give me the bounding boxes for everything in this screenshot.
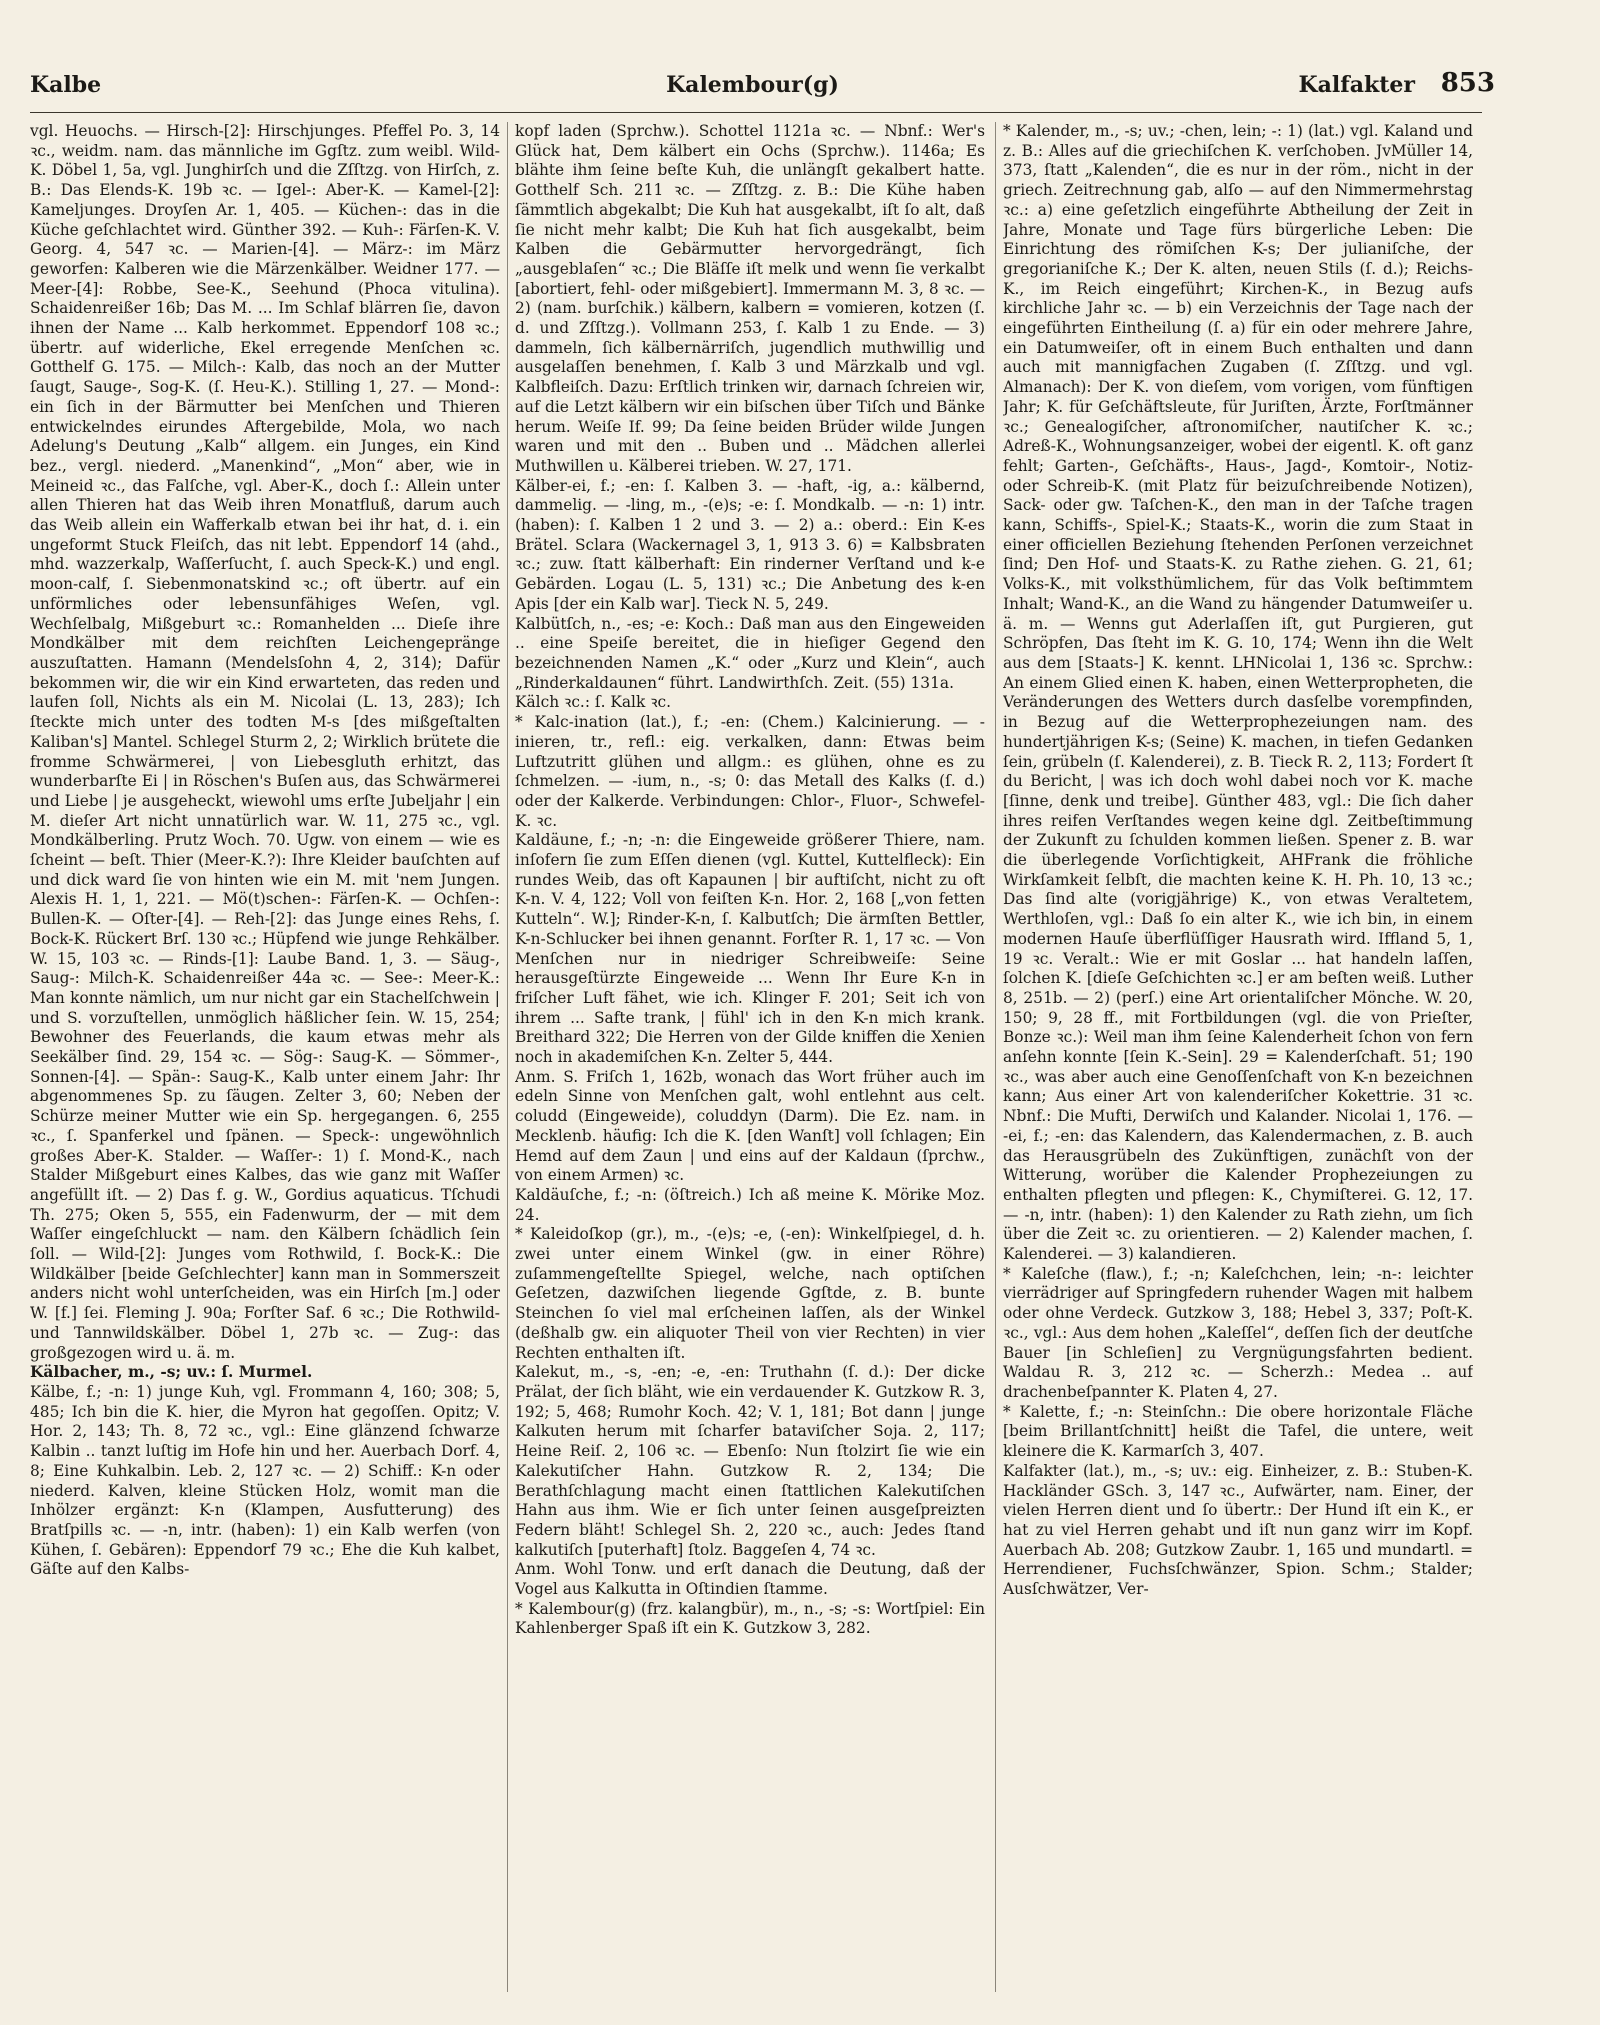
entry-paragraph: * Kaleſche (flaw.), f.; -n; Kaleſchchen, lein; -n-: leichter vierrädriger auf Springfedern ruhender Wagen mit halbem oder ohne Verdeck. Gutzkow 3, 188; Hebel 3, 337; Poſt-K. ꝛc., vgl.: Aus dem hohen „Kaleſſel“, deſſen ſich der deutſche Bauer [in Schleſien] zu Vergnügungsfahrten bedient. Waldau R. 3, 212 ꝛc. — Scherzh.: Medea .. auf drachenbeſpannter K. Platen 4, 27. [1003,1264,1473,1401]
text-column-1 [30,122,500,1992]
header-last-entry: Kalfakter [1298,72,1415,98]
header-rule [30,112,1482,113]
entry-paragraph: * Kalette, f.; -n: Steinſchn.: Die obere horizontale Fläche [beim Brillantſchnitt] heißt die Tafel, die untere, weit kleinere die K. Karmarſch 3, 407. [1003,1402,1473,1461]
entry-paragraph: * Kaleidoſkop (gr.), m., -(e)s; -e, (-en): Winkelſpiegel, d. h. zwei unter einem Winkel (gw. in einer Röhre) zuſammengeſtellte Spiegel, welche, nach optiſchen Geſetzen, dazwiſchen liegende Ggſtde, z. B. bunte Steinchen ſo viel mal erſcheinen laſſen, als der Winkel (deßhalb gw. ein aliquoter Theil von vier Rechten) in vier Rechten enthalten iſt. [515,1225,985,1362]
entry-paragraph: * Kalc-ination (lat.), f.; -en: (Chem.) Kalcinierung. — -inieren, tr., refl.: eig. verkalken, dann: Etwas beim Luftzutritt glühen und allgm.: es glühen, ohne es zu ſchmelzen. — -ium, n., -s; 0: das Metall des Kalks (ſ. d.) oder der Kalkerde. Verbindungen: Chlor-, Fluor-, Schwefel-K. ꝛc. [515,713,985,830]
entry-paragraph: vgl. Heuochs. — Hirsch-[2]: Hirschjunges. Pfeffel Po. 3, 14 ꝛc., weidm. nam. das männliche im Ggſtz. zum weibl. Wild-K. Döbel 1, 5a, vgl. Junghirſch und die Zſſtzg. von Hirſch, z. B.: Das Elends-K. 19b ꝛc. — Igel-: Aber-K. — Kamel-[2]: Kameljunges. Droyſen Ar. 1, 405. — Küchen-: das in die Küche geſchlachtet wird. Günther 392. — Kuh-: Färſen-K. V. Georg. 4, 547 ꝛc. — Marien-[4]. — März-: im März geworfen: Kalberen wie die Märzenkälber. Weidner 177. — Meer-[4]: Robbe, See-K., Seehund (Phoca vitulina). Schaidenreißer 16b; Das M. ... Im Schlaf blärren ſie, davon ihnen der Name ... Kalb herkommet. Eppendorf 108 ꝛc.; übertr. auf widerliche, Ekel erregende Menſchen ꝛc. Gotthelf G. 175. — Milch-: Kalb, das noch an der Mutter ſaugt, Sauge-, Sog-K. (ſ. Heu-K.). Stilling 1, 27. — Mond-: ein ſich in der Bärmutter bei Menſchen und Thieren entwickelndes eirundes Aftergebilde, Mola, wo nach Adelung's Deutung „Kalb“ allgem. ein Junges, ein Kind bez., vergl. niederd. „Manenkind“, „Mon“ aber, wie in Meineid ꝛc., das Falſche, vgl. Aber-K., doch ſ.: Allein unter allen Thieren hat das Weib ihren Monatfluß, darum auch das Weib allein ein Wafferkalb etwan bei ihr hat, d. i. ein ungeformt Stuck Fleiſch, das nit lebt. Eppendorf 14 (ahd., mhd. wazzerkalp, Waſſerſucht, ſ. auch Speck-K.) und engl. moon-calf, ſ. Siebenmonatskind ꝛc.; oft übertr. auf ein unförmliches oder lebensunfähiges Weſen, vgl. Wechſelbalg, Mißgeburt ꝛc.: Romanhelden ... Dieſe ihre Mondkälber mit dem reichſten Leichengepränge auszuſtatten. Hamann (Mendelsſohn 4, 2, 314); Dafür bekommen wir, die wir ein Kind erwarteten, das reden und laufen ſoll, Nichts als ein M. Nicolai (L. 13, 283); Ich ſteckte mich unter des todten M-s [des mißgeſtalten Kaliban's] Mantel. Schlegel Sturm 2, 2; Wirklich brütete die fromme Schwärmerei, | von Liebesgluth erhitzt, das wunderbarſte Ei | in Röschen's Buſen aus, das Schwärmerei und Liebe | je ausgeheckt, wiewohl ums erſte Jubeljahr | ein M. dieſer Art nicht unnatürlich war. W. 11, 275 ꝛc., vgl. Mondkälberling. Prutz Woch. 70. Ugw. von einem — wie es ſcheint — beſt. Thier (Meer-K.?): Ihre Kleider bauſchten auf und dick ward ſie von hinten wie ein M. mit 'nem Jungen. Alexis H. 1, 1, 221. — Mö(t)schen-: Färſen-K. — Ochſen-: Bullen-K. — Oſter-[4]. — Reh-[2]: das Junge eines Rehs, ſ. Bock-K. Rückert Brſ. 130 ꝛc.; Hüpfend wie junge Rehkälber. W. 15, 103 ꝛc. — Rinds-[1]: Laube Band. 1, 3. — Säug-, Saug-: Milch-K. Schaidenreißer 44a ꝛc. — See-: Meer-K.: Man konnte nämlich, um nur nicht gar ein Stachelſchwein | und S. vorzuſtellen, unmöglich häßlicher ſein. W. 15, 254; Bewohner des Feuerlands, die kaum etwas mehr als Seekälber ſind. 29, 154 ꝛc. — Sög-: Saug-K. — Sömmer-, Sonnen-[4]. — Spän-: Saug-K., Kalb unter einem Jahr: Ihr abgenommenes Sp. zu ſäugen. Zelter 3, 60; Neben der Schürze meiner Mutter wie ein Sp. hergegangen. 6, 255 ꝛc., ſ. Spanferkel und ſpänen. — Speck-: ungewöhnlich großes Aber-K. Stalder. — Waſſer-: 1) ſ. Mond-K., nach Stalder Mißgeburt eines Kalbes, das wie ganz mit Waſſer angefüllt iſt. — 2) Das f. g. W., Gordius aquaticus. Tſchudi Th. 275; Oken 5, 555, ein Fadenwurm, der — mit dem Waſſer eingeſchluckt — nam. den Kälbern ſchädlich ſein ſoll. — Wild-[2]: Junges vom Rothwild, ſ. Bock-K.: Die Wildkälber [beide Geſchlechter] kann man in Sommerszeit anders nicht wohl unterſcheiden, was ein Hirſch [m.] oder W. [f.] ſei. Fleming J. 90a; Forſter Saf. 6 ꝛc.; Die Rothwild- und Tannwildskälber. Döbel 1, 27b ꝛc. — Zug-: das großgezogen wird u. ä. m. [30,122,500,1362]
header-first-entry: Kalbe [30,72,102,98]
entry-paragraph: Anm. S. Friſch 1, 162b, wonach das Wort früher auch im edeln Sinne von Menſchen galt, wohl entlehnt aus celt. coludd (Eingeweide), coluddyn (Darm). Die Ez. nam. in Mecklenb. häufig: Ich die K. [den Wanſt] voll ſchlagen; Ein Hemd auf dem Zaun | und eins auf der Kaldaun (ſprchw., von einem Armen) ꝛc. [515,1067,985,1185]
entry-paragraph: kopf laden (Sprchw.). Schottel 1121a ꝛc. — Nbnf.: Wer's Glück hat, Dem kälbert ein Ochs (Sprchw.). 1146a; Es blähte ihm ſeine beſte Kuh, die unlängſt gekalbert hatte. Gotthelf Sch. 211 ꝛc. — Zſſtzg. z. B.: Die Kühe haben ſämmtlich abgekalbt; Die Kuh hat ausgekalbt, iſt ſo alt, daß ſie nicht mehr kalbt; Die Kuh hat ſich ausgekalbt, beim Kalben die Gebärmutter hervorgedrängt, ſich „ausgeblaſen“ ꝛc.; Die Bläſſe iſt melk und wenn ſie verkalbt [abortiert, fehl- oder mißgebiert]. Immermann M. 3, 8 ꝛc. — 2) (nam. burſchik.) kälbern, kalbern = vomieren, kotzen (ſ. d. und Zſſtzg.). Vollmann 253, ſ. Kalb 1 zu Ende. — 3) dammeln, ſich kälbernärriſch, jugendlich muthwillig und ausgelaſſen benehmen, ſ. Kalb 3 und Märzkalb und vgl. Kalbfleiſch. Dazu: Erſtlich trinken wir, darnach ſchreien wir, auf die Letzt kälbern wir ein biſschen über Tiſch und Bänke herum. Weiſe If. 99; Da ſeine beiden Brüder wilde Jungen waren und mit den .. Buben und .. Mädchen allerlei Muthwillen u. Kälberei trieben. W. 27, 171. [515,122,985,475]
entry-paragraph: Kalekut, m., -s, -en; -e, -en: Truthahn (ſ. d.): Der dicke Prälat, der ſich bläht, wie ein verdauender K. Gutzkow R. 3, 192; 5, 468; Rumohr Koch. 42; V. 1, 181; Bot dann | junge Kalkuten herum mit ſcharfer bataviſcher Soja. 2, 117; Heine Reiſ. 2, 106 ꝛc. — Ebenſo: Nun ſtolzirt ſie wie ein Kalekutiſcher Hahn. Gutzkow R. 2, 134; Die Berathſchlagung macht einen ſtattlichen Kalekutiſchen Hahn aus ihm. Wie er ſich unter ſeinen ausgeſpreizten Federn bläht! Schlegel Sh. 2, 220 ꝛc., auch: Jedes ſtand kalkutiſch [puterhaft] ſtolz. Baggeſen 4, 74 ꝛc. [515,1363,985,1559]
column-divider [507,122,508,1992]
entry-paragraph: Kälbacher, m., -s; uv.: ſ. Murmel. [30,1363,313,1382]
column-divider [995,122,996,1992]
entry-paragraph: Anm. Wohl Tonw. und erſt danach die Deutung, daß der Vogel aus Kalkutta in Oſtindien ſtamme. [515,1560,985,1599]
entry-paragraph: Kaldäuſche, f.; -n: (öſtreich.) Ich aß meine K. Mörike Moz. 24. [515,1185,985,1224]
entry-paragraph: Kälber-ei, f.; -en: ſ. Kalben 3. — -haft, -ig, a.: kälbernd, dammelig. — -ling, m., -(e)s; -e: ſ. Mondkalb. — -n: 1) intr. (haben): ſ. Kalben 1 2 und 3. — 2) a.: oberd.: Ein K-es Brätel. Sclara (Wackernagel 3, 1, 913 3. 6) = Kalbsbraten ꝛc.; zuw. ſtatt kälberhaft: Ein rinderner Verſtand und k-e Gebärden. Logau (L. 5, 131) ꝛc.; Die Anbetung des k-en Apis [der ein Kalb war]. Tieck N. 5, 249. [515,476,985,613]
entry-paragraph: Kälbe, f.; -n: 1) junge Kuh, vgl. Frommann 4, 160; 308; 5, 485; Ich bin die K. hier, die Myron hat gegoſſen. Opitz; V. Hor. 2, 143; Th. 8, 72 ꝛc., vgl.: Eine glänzend ſchwarze Kalbin .. tanzt luſtig im Hofe hin und her. Auerbach Dorf. 4, 8; Eine Kuhkalbin. Leb. 2, 127 ꝛc. — 2) Schiff.: K-n oder niederd. Kalven, kleine Stücken Holz, womit man die Inhölzer ergänzt: K-n (Klampen, Ausfutterung) des Bratſpills ꝛc. — -n, intr. (haben): 1) ein Kalb werfen (von Kühen, ſ. Gebären): Eppendorf 79 ꝛc.; Ehe die Kuh kalbet, Gäſte auf den Kalbs- [30,1383,500,1579]
entry-paragraph: Kalfakter (lat.), m., -s; uv.: eig. Einheizer, z. B.: Stuben-K. Hackländer GSch. 3, 147 ꝛc., Aufwärter, nam. Einer, der vielen Herren dient und ſo übertr.: Der Hund iſt ein K., er hat zu viel Herren gehabt und iſt nun ganz wirr im Kopf. Auerbach Ab. 208; Gutzkow Zaubr. 1, 165 und mundartl. = Herrendiener, Fuchsſchwänzer, Spion. Schm.; Stalder; Ausſchwätzer, Ver- [1003,1461,1473,1599]
running-header [30,68,1495,112]
entry-paragraph: Kaldäune, f.; -n; -n: die Eingeweide größerer Thiere, nam. inſofern ſie zum Eſſen dienen (vgl. Kuttel, Kuttelfleck): Ein rundes Weib, das oft Kapaunen | bir auftiſcht, nicht zu oft K-n. V. 4, 122; Voll von feiſten K-n. Hor. 2, 168 [„von fetten Kutteln“. W.]; Rinder-K-n, ſ. Kalbutſch; Die ärmſten Bettler, K-n-Schlucker bei ihnen genannt. Forſter R. 1, 17 ꝛc. — Von Menſchen nur in niedriger Schreibweiſe: Seine herausgeſtürzte Eingeweide ... Wenn Ihr Eure K-n in friſcher Luft fähet, wie ich. Klinger F. 201; Seit ich von ihrem ... Safte trank, | fühl' ich in den K-n mich krank. Breithard 322; Die Herren von der Gilde kniffen die Xenien noch in akademiſchen K-n. Zelter 5, 444. [515,831,985,1067]
page-number: 853 [1440,68,1495,98]
entry-paragraph: Kalbütſch, n., -es; -e: Koch.: Daß man aus den Eingeweiden .. eine Speiſe bereitet, die in hieſiger Gegend den bezeichnenden Namen „K.“ oder „Kurz und Klein“, auch „Rinderkaldaunen“ führt. Landwirthſch. Zeit. (55) 131a. [515,614,985,692]
entry-paragraph: * Kalembour(g) (frz. kalangbür), m., n., -s; -s: Wortſpiel: Ein Kahlenberger Spaß iſt ein K. Gutzkow 3, 282. [515,1599,985,1638]
entry-paragraph: Kälch ꝛc.: ſ. Kalk ꝛc. [515,693,672,712]
header-middle-entry: Kalembour(g) [666,72,839,98]
text-column-3 [1003,122,1473,1992]
entry-paragraph: * Kalender, m., -s; uv.; -chen, lein; -: 1) (lat.) vgl. Kaland und z. B.: Alles auf die griechiſchen K. verſchoben. JvMüller 14, 373, ſtatt „Kalenden“, die es nur in der röm., nicht in der griech. Zeitrechnung gab, alſo — auf den Nimmermehrstag ꝛc.: a) eine geſetzlich eingeführte Abtheilung der Zeit in Jahre, Monate und Tage fürs bürgerliche Leben: Die Einrichtung des römiſchen K-s; Der julianiſche, der gregorianiſche K.; Der K. alten, neuen Stils (ſ. d.); Reichs-K., im Reich eingeführt; Kirchen-K., in Bezug aufs kirchliche Jahr ꝛc. — b) ein Verzeichnis der Tage nach der eingeführten Eintheilung (ſ. a) für ein oder mehrere Jahre, ein Datumweiſer, oft in einem Buch enthalten und dann auch mit mannigfachen Zugaben (ſ. Zſſtzg. und vgl. Almanach): Der K. von dieſem, vom vorigen, vom fünftigen Jahr; K. für Geſchäftsleute, für Juriſten, Ärzte, Forſtmänner ꝛc.; Genealogiſcher, aſtronomiſcher, nautiſcher K. ꝛc.; Adreß-K., Wohnungsanzeiger, wobei der eigentl. K. oft ganz fehlt; Garten-, Geſchäfts-, Haus-, Jagd-, Komtoir-, Notiz- oder Schreib-K. (mit Platz für beizuſchreibende Notizen), Sack- oder gw. Taſchen-K., den man in der Taſche tragen kann, Schiffs-, Spiel-K.; Staats-K., worin die zum Staat in einer officiellen Beziehung ſtehenden Perſonen verzeichnet ſind; Den Hof- und Staats-K. zu Rathe ziehen. G. 21, 61; Volks-K., mit volksthümlichem, für das Volk beſtimmtem Inhalt; Wand-K., an die Wand zu hängender Datumweiſer u. ä. m. — Wenns gut Aderlaſſen iſt, gut Purgieren, gut Schröpfen, Das ſteht im K. G. 10, 174; Wenn ihn die Welt aus dem [Staats-] K. kennt. LHNicolai 1, 136 ꝛc. Sprchw.: An einem Glied einen K. haben, einen Wetterpropheten, die Veränderungen des Wetters durch dasſelbe vorempfinden, in Bezug auf die Wetterprophezeiungen nam. des hundertjährigen K-s; (Seine) K. machen, in tiefen Gedanken ſein, grübeln (ſ. Kalenderei), z. B. Tieck R. 2, 113; Fordert ſt du Bericht, | was ich doch wohl dabei noch vor K. mache [ſinne, denk und treibe]. Günther 483, vgl.: Die ſich daher ihres reifen Verſtandes wegen keine dgl. Zeitbeſtimmung der Zukunft zu ſchulden kommen ließen. Spener z. B. war die überlegende Vorſichtigkeit, AHFrank die fröhliche Wirkſamkeit ſelbſt, die machten keine K. H. Ph. 10, 13 ꝛc.; Das ſind alte (vorigjährige) K., von etwas Veraltetem, Werthloſen, vgl.: Daß ſo ein alter K., wie ich bin, in einem modernen Hauſe überflüſſiger Hausrath wird. Iffland 5, 1, 19 ꝛc. Veralt.: Wie er mit Goslar ... hat handeln laſſen, ſolchen K. [dieſe Geſchichten ꝛc.] er am beſten weiß. Luther 8, 251b. — 2) (perſ.) eine Art orientaliſcher Mönche. W. 20, 150; 9, 28 ff., mit Fortbildungen (vgl. die von Prieſter, Bonze ꝛc.): Weil man ihm ſeine Kalenderheit ſchon von fern anſehn konnte [ſein K.-Sein]. 29 = Kalenderſchaft. 51; 190 ꝛc., was aber auch eine Genoſſenſchaft von K-n bezeichnen kann; Aus einer Art von kalenderiſcher Kokettrie. 31 ꝛc. Nbnf.: Die Mufti, Derwiſch und Kalander. Nicolai 1, 176. — -ei, f.; -en: das Kalendern, das Kalendermachen, z. B. auch das Herausgrübeln des Zukünftigen, zunächſt von der Witterung, worüber die Kalender Prophezeiungen zu enthalten pflegten und pflegen: K., Chymiſterei. G. 12, 17. — -n, intr. (haben): 1) den Kalender zu Rath ziehn, um ſich über die Zeit ꝛc. zu orientieren. — 2) Kalender machen, ſ. Kalenderei. — 3) kalandieren. [1003,122,1473,1264]
text-column-2 [515,122,985,1992]
